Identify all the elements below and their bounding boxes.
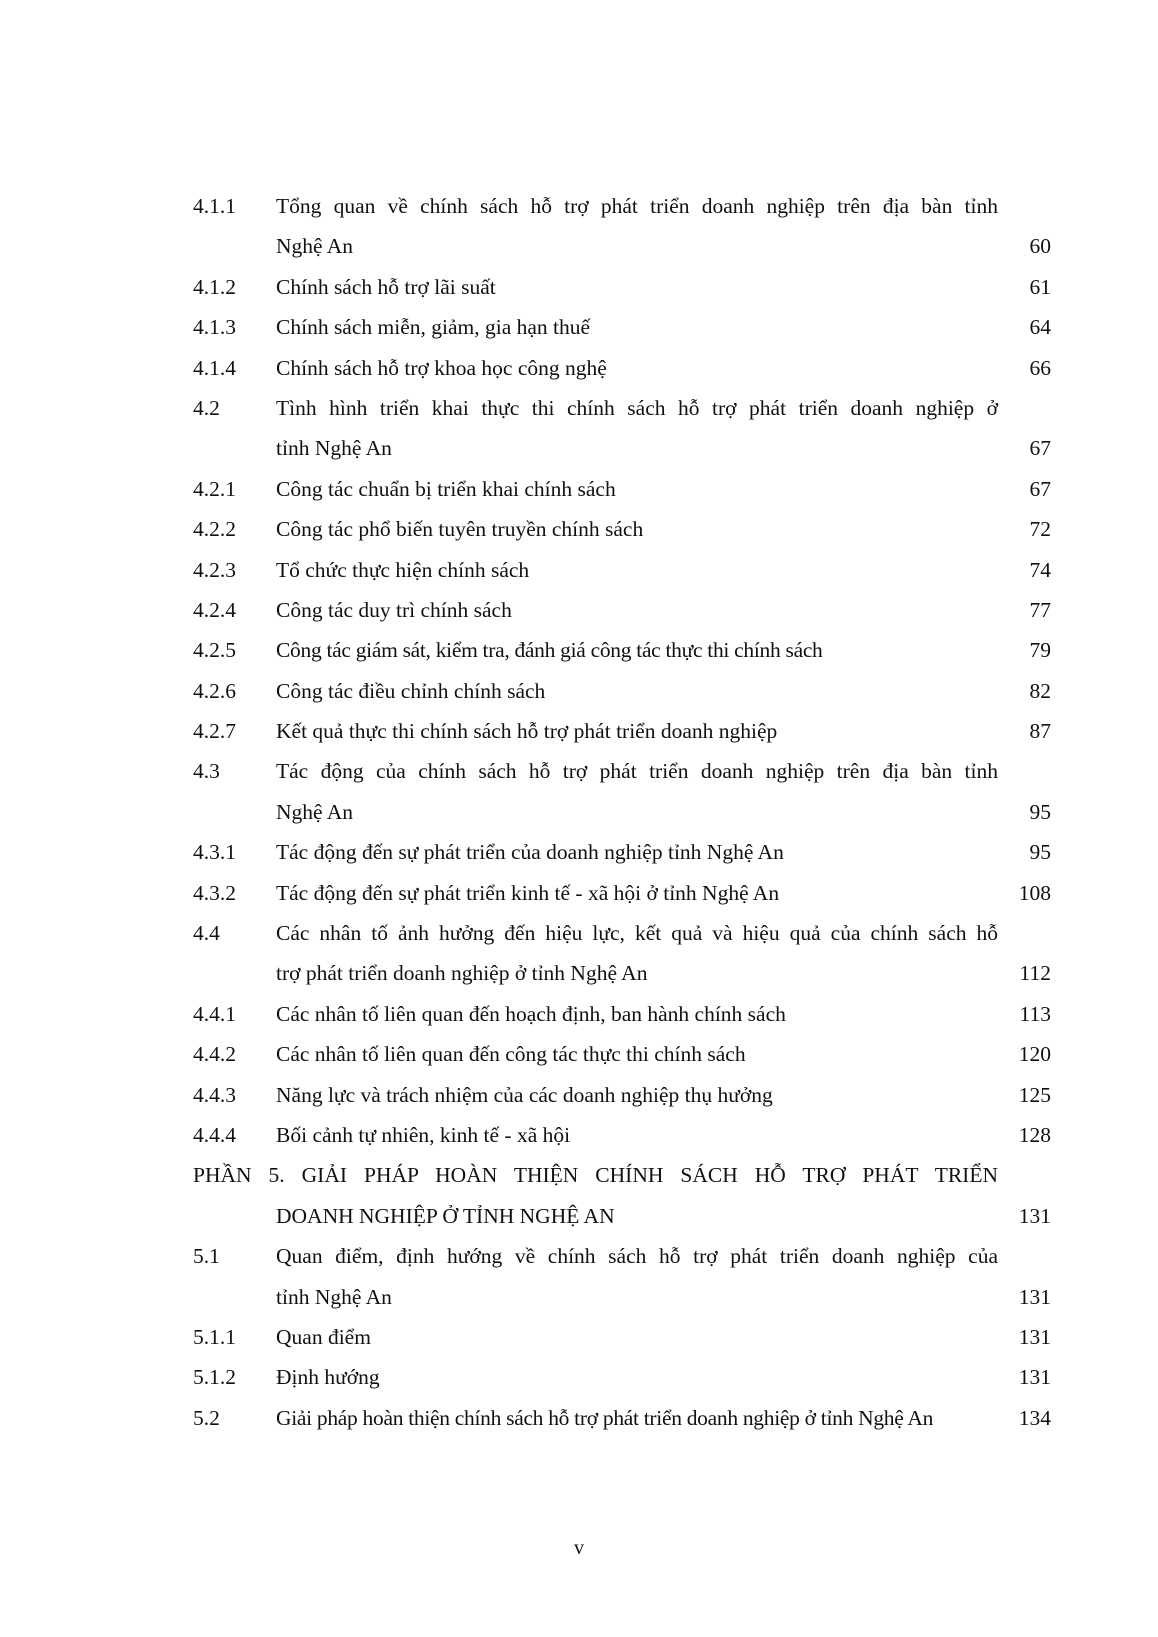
toc-entry-page: 125 — [1018, 1082, 1051, 1107]
toc-entry-title-continuation: tỉnh Nghệ An — [276, 1284, 392, 1309]
toc-entry-page: 120 — [1018, 1042, 1051, 1067]
toc-entry-title: Định hướng — [276, 1365, 380, 1390]
toc-entry-number: 4.4 — [193, 921, 220, 946]
toc-entry-title: Quan điểm — [276, 1324, 371, 1349]
toc-entry-page: 131 — [1018, 1324, 1051, 1349]
toc-entry-number: 4.2.6 — [193, 678, 236, 703]
toc-entry-page: 131 — [1018, 1365, 1051, 1390]
toc-entry — [193, 913, 1051, 953]
toc-entry-title: Giải pháp hoàn thiện chính sách hỗ trợ phát triển doanh nghiệp ở tỉnh Nghệ An — [276, 1405, 934, 1430]
toc-entry-page: 74 — [1029, 557, 1051, 582]
toc-entry-title: Công tác duy trì chính sách — [276, 597, 512, 622]
toc-entry-number: 4.2.3 — [193, 557, 236, 582]
toc-entry — [193, 509, 1051, 549]
toc-entry-page: 131 — [1018, 1284, 1051, 1309]
toc-entry-title: Năng lực và trách nhiệm của các doanh nghiệp thụ hưởng — [276, 1082, 773, 1107]
toc-entry-number: 4.4.1 — [193, 1001, 236, 1026]
toc-entry-number: 5.1.1 — [193, 1324, 236, 1349]
toc-entry-continuation — [193, 226, 1051, 266]
toc-entry-continuation — [193, 428, 1051, 468]
toc-entry — [193, 711, 1051, 751]
toc-entry-title-continuation: Nghệ An — [276, 799, 354, 824]
toc-entry-number: 4.2.7 — [193, 719, 236, 744]
toc-entry-page: 67 — [1029, 476, 1051, 501]
toc-entry-page: 95 — [1029, 840, 1051, 865]
toc-entry-title: Tổng quan về chính sách hỗ trợ phát triển doanh nghiệp trên địa bàn tỉnh — [276, 194, 998, 218]
toc-entry-title: Các nhân tố liên quan đến hoạch định, ban hành chính sách — [276, 1001, 786, 1026]
toc-part-title: PHẦN 5. GIẢI PHÁP HOÀN THIỆN CHÍNH SÁCH HỖ TRỢ PHÁT TRIỂN — [193, 1163, 998, 1188]
toc-entry-number: 4.2.4 — [193, 597, 236, 622]
toc-entry-title: Các nhân tố liên quan đến công tác thực thi chính sách — [276, 1042, 746, 1067]
toc-entry-number: 4.1.4 — [193, 355, 236, 380]
toc-entry — [193, 550, 1051, 590]
toc-entry-title: Tác động của chính sách hỗ trợ phát triển doanh nghiệp trên địa bàn tỉnh — [276, 759, 998, 784]
toc-entry-title-continuation: Nghệ An — [276, 234, 354, 259]
toc-entry-page: 112 — [1019, 961, 1051, 986]
toc-entry-title: Chính sách hỗ trợ lãi suất — [276, 274, 496, 299]
toc-entry-number: 5.1 — [193, 1244, 220, 1269]
toc-entry-title: Công tác giám sát, kiểm tra, đánh giá công tác thực thi chính sách — [276, 638, 823, 663]
toc-entry — [193, 671, 1051, 711]
toc-entry-number: 4.3.1 — [193, 840, 236, 865]
toc-entry-title: Chính sách miễn, giảm, gia hạn thuế — [276, 315, 591, 340]
toc-entry — [193, 469, 1051, 509]
toc-entry-title: Kết quả thực thi chính sách hỗ trợ phát triển doanh nghiệp — [276, 719, 778, 744]
toc-entry-number: 5.1.2 — [193, 1365, 236, 1390]
toc-entry-title: Bối cảnh tự nhiên, kinh tế - xã hội — [276, 1122, 571, 1147]
toc-entry-number: 4.2.2 — [193, 517, 236, 542]
toc-entry — [193, 1115, 1051, 1155]
toc-entry-page: 134 — [1018, 1405, 1051, 1430]
toc-entry — [193, 590, 1051, 630]
toc-entry-title: Các nhân tố ảnh hưởng đến hiệu lực, kết quả và hiệu quả của chính sách hỗ — [276, 921, 998, 946]
page-number: v — [574, 1537, 584, 1559]
toc-entry-number: 4.2.1 — [193, 476, 236, 501]
toc-entry-page: 95 — [1029, 799, 1051, 824]
toc-entry-number: 5.2 — [193, 1405, 220, 1430]
toc-entry-title: Công tác phổ biến tuyên truyền chính sách — [276, 517, 644, 542]
toc-entry-page: 61 — [1029, 274, 1051, 299]
toc-part-heading — [193, 1155, 1051, 1195]
toc-entry — [193, 1236, 1051, 1276]
toc-entry-page: 67 — [1029, 436, 1051, 461]
toc-entry-page: 79 — [1029, 638, 1051, 663]
toc-entry — [193, 1398, 1051, 1438]
toc-entry-number: 4.1.3 — [193, 315, 236, 340]
toc-entry-continuation — [193, 792, 1051, 832]
toc-entry-title: Quan điểm, định hướng về chính sách hỗ trợ phát triển doanh nghiệp của — [276, 1244, 998, 1269]
toc-entry-number: 4.1.1 — [193, 194, 236, 218]
toc-entry — [193, 186, 1051, 226]
toc-entry — [193, 307, 1051, 347]
toc-entry — [193, 1317, 1051, 1357]
toc-entry-number: 4.4.3 — [193, 1082, 236, 1107]
toc-entry — [193, 1075, 1051, 1115]
toc-entry-page: 87 — [1029, 719, 1051, 744]
toc-entry — [193, 1034, 1051, 1074]
toc-part-title-continuation: DOANH NGHIỆP Ở TỈNH NGHỆ AN — [276, 1203, 615, 1228]
toc-entry-page: 113 — [1019, 1001, 1051, 1026]
toc-entry-number: 4.4.2 — [193, 1042, 236, 1067]
toc-entry-number: 4.3.2 — [193, 880, 236, 905]
toc-entry-page: 108 — [1018, 880, 1051, 905]
toc-entry-title: Tác động đến sự phát triển kinh tế - xã hội ở tỉnh Nghệ An — [276, 880, 780, 905]
toc-entry — [193, 873, 1051, 913]
toc-entry — [193, 348, 1051, 388]
toc-entry-page: 128 — [1018, 1122, 1051, 1147]
toc-entry — [193, 751, 1051, 791]
toc-entry-title: Công tác chuẩn bị triển khai chính sách — [276, 476, 616, 501]
toc-entry-page: 131 — [1018, 1203, 1051, 1228]
table-of-contents — [193, 186, 1051, 1438]
toc-entry-continuation — [193, 953, 1051, 993]
toc-entry-title-continuation: trợ phát triển doanh nghiệp ở tỉnh Nghệ An — [276, 961, 648, 986]
toc-entry-page: 82 — [1029, 678, 1051, 703]
toc-entry-page: 72 — [1029, 517, 1051, 542]
toc-entry-page: 77 — [1029, 597, 1051, 622]
toc-entry — [193, 267, 1051, 307]
toc-entry-title: Tình hình triển khai thực thi chính sách hỗ trợ phát triển doanh nghiệp ở — [276, 395, 998, 420]
toc-entry-page: 66 — [1029, 355, 1051, 380]
toc-entry — [193, 1357, 1051, 1397]
toc-entry-title: Chính sách hỗ trợ khoa học công nghệ — [276, 355, 607, 380]
toc-entry-continuation — [193, 1196, 1051, 1236]
toc-entry-title-continuation: tỉnh Nghệ An — [276, 436, 392, 461]
toc-entry — [193, 832, 1051, 872]
toc-entry-number: 4.4.4 — [193, 1122, 236, 1147]
toc-entry-number: 4.2.5 — [193, 638, 236, 663]
toc-entry — [193, 388, 1051, 428]
toc-entry-number: 4.1.2 — [193, 274, 236, 299]
toc-entry-title: Công tác điều chỉnh chính sách — [276, 678, 546, 703]
toc-entry-page: 64 — [1029, 315, 1051, 340]
toc-entry-title: Tác động đến sự phát triển của doanh nghiệp tỉnh Nghệ An — [276, 840, 784, 865]
toc-entry-title: Tổ chức thực hiện chính sách — [276, 557, 530, 582]
toc-entry-page: 60 — [1029, 234, 1051, 259]
toc-entry — [193, 994, 1051, 1034]
toc-entry-number: 4.2 — [193, 395, 220, 420]
toc-entry — [193, 630, 1051, 670]
toc-entry-continuation — [193, 1277, 1051, 1317]
toc-entry-number: 4.3 — [193, 759, 220, 784]
